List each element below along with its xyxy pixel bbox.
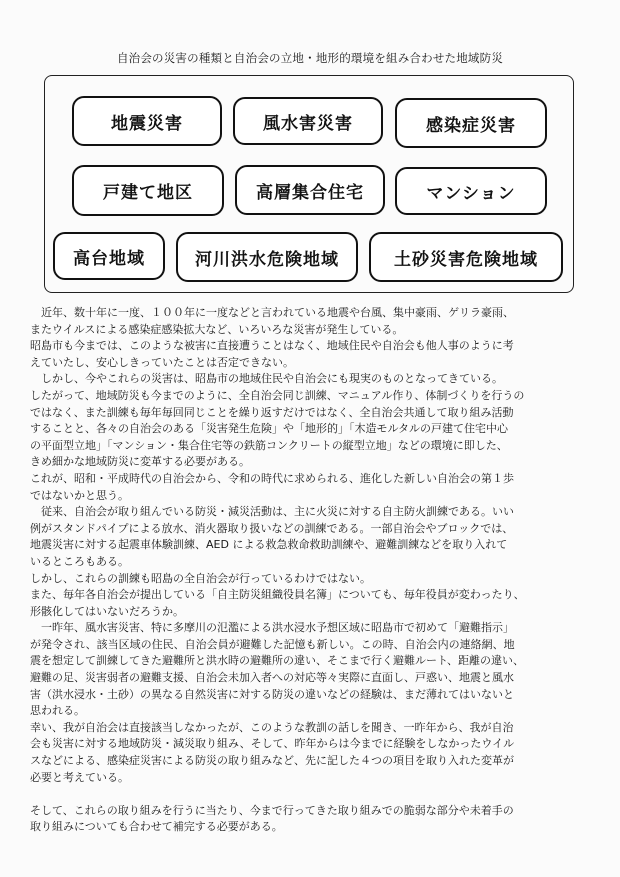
text-line: しかし、今やこれらの災害は、昭島市の地域住民や自治会にも現実のものとなってきている。 xyxy=(30,372,503,386)
text-line: 取り組みについても合わせて補完する必要がある。 xyxy=(30,820,283,834)
text-line: 会も災害に対する地域防災・減災取り組み、そして、昨年からは今までに経験をしなかったウイル xyxy=(30,737,515,751)
text-line: したがって、地域防災も今までのように、全自治会同じ訓練、マニュアル作り、体制づくりを行うの xyxy=(30,388,525,402)
text-line: 形骸化してはいないだろうか。 xyxy=(30,604,184,618)
text-line: これが、昭和・平成時代の自治会から、令和の時代に求められる、進化した新しい自治会の第１歩 xyxy=(30,471,514,485)
text-line: いるところもある。 xyxy=(30,554,129,568)
text-line: 震を想定して訓練してきた避難所と洪水時の避難所の違い、そこまで行く避難ルート、距離の違い、 xyxy=(30,654,525,668)
text-line: の平面型立地」「マンション・集合住宅等の鉄筋コンクリートの縦型立地」などの環境に即した、 xyxy=(30,438,508,452)
text-line: しかし、これらの訓練も昭島の全自治会が行っているわけではない。 xyxy=(30,571,371,585)
tag-highrise-housing: 高層集合住宅 xyxy=(235,165,385,215)
text-line: 思われる。 xyxy=(30,704,85,718)
text-line: ではないかと思う。 xyxy=(30,488,129,502)
text-line: が発令され、該当区域の住民、自治会員が避難した記憶も新しい。この時、自治会内の連絡網、地 xyxy=(30,637,515,651)
text-line: また、毎年各自治会が提出している「自主防災組織役員名簿」についても、毎年役員が変わったり、 xyxy=(30,588,525,602)
text-line: きめ細かな地域防災に変革する必要がある。 xyxy=(30,455,250,469)
text-line: 従来、自治会が取り組んでいる防災・減災活動は、主に火災に対する自主防火訓練である。いい xyxy=(30,505,514,519)
text-line: スなどによる、感染症災害による防災の取り組みなど、先に記した４つの項目を取り入れた変革が xyxy=(30,754,514,768)
text-line: 地震災害に対する起震車体験訓練、AED による救急救命救助訓練や、避難訓練などを取り入れて xyxy=(30,538,508,552)
tag-upland-area: 高台地域 xyxy=(53,232,165,280)
tag-detached-house-area: 戸建て地区 xyxy=(72,165,224,216)
text-line: ではなく、また訓練も毎年毎回同じことを繰り返すだけではなく、全自治会共通して取り組み活動 xyxy=(30,405,514,419)
text-line: することと、各々の自治会のある「災害発生危険」や「地形的」「木造モルタルの戸建て住宅中心 xyxy=(30,422,509,436)
tag-flood-disaster: 風水害災害 xyxy=(233,97,383,145)
text-line: 近年、数十年に一度、１００年に一度などと言われている地震や台風、集中豪雨、ゲリラ豪雨、 xyxy=(30,306,514,319)
page-title: 自治会の災害の種類と自治会の立地・地形的環境を組み合わせた地域防災 xyxy=(116,51,504,65)
text-line: そして、これらの取り組みを行うに当たり、今まで行ってきた取り組みでの脆弱な部分や未着手の xyxy=(30,803,514,817)
text-line: またウイルスによる感染症感染拡大など、いろいろな災害が発生している。 xyxy=(30,322,404,336)
text-line: 避難の足、災害弱者の避難支援、自治会未加入者への対応等々実際に直面し、戸惑い、地震と風水 xyxy=(30,671,514,685)
text-line: 例がスタンドパイプによる放水、消火器取り扱いなどの訓練である。一部自治会やブロックでは、 xyxy=(30,521,514,535)
tag-mansion: マンション xyxy=(395,167,547,215)
text-line: 害（洪水浸水・土砂）の異なる自然災害に対する防災の違いなどの経験は、まだ薄れてはいないと xyxy=(30,687,514,701)
tag-earthquake-disaster: 地震災害 xyxy=(72,96,222,146)
text-line: 必要と考えている。 xyxy=(30,770,129,784)
tag-river-flood-risk-area: 河川洪水危険地域 xyxy=(176,232,358,282)
text-line: 幸い、我が自治会は直接該当しなかったが、このような教訓の話しを聞き、一昨年から、我が自治 xyxy=(30,720,514,734)
text-line: えていたし、安心しきっていたことは否定できない。 xyxy=(30,355,294,369)
text-line: 一昨年、風水害災害、特に多摩川の氾濫による洪水浸水予想区域に昭島市で初めて「避難指示」 xyxy=(30,621,514,635)
text-line: 昭島市も今までは、このような被害に直接遭うことはなく、地域住民や自治会も他人事のように考 xyxy=(30,339,514,353)
tag-infection-disaster: 感染症災害 xyxy=(395,98,547,148)
body-text xyxy=(30,305,596,836)
tag-landslide-risk-area: 土砂災害危険地域 xyxy=(369,232,563,282)
paragraph-gap xyxy=(30,786,596,803)
